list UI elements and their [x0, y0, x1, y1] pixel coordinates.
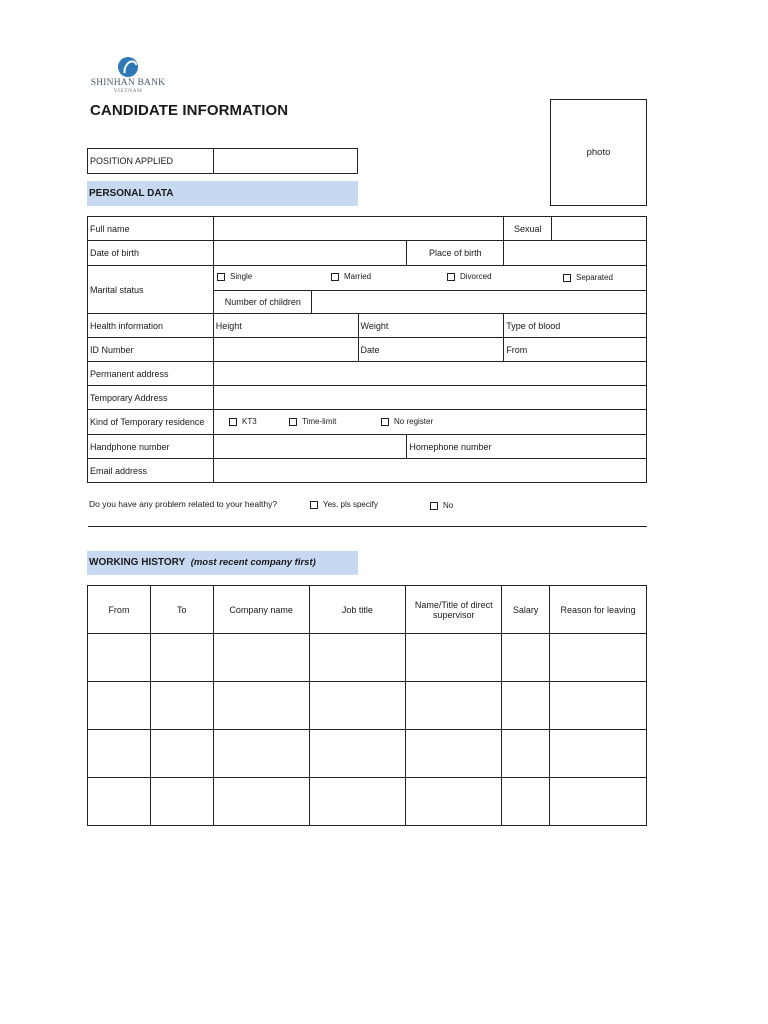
col-from: From	[88, 586, 151, 634]
marital-option-married[interactable]	[331, 272, 371, 281]
id-number-field[interactable]	[213, 338, 358, 362]
cell-company-name[interactable]	[213, 682, 309, 730]
no-register-label: No register	[394, 417, 434, 426]
cell-job-title[interactable]	[309, 778, 406, 826]
col-company-name: Company name	[213, 586, 309, 634]
married-label: Married	[344, 272, 372, 281]
height-label[interactable]: Height	[213, 314, 358, 338]
cell-job-title[interactable]	[309, 682, 406, 730]
cell-company-name[interactable]	[213, 634, 309, 682]
cell-to[interactable]	[150, 778, 213, 826]
cell-company-name[interactable]	[213, 730, 309, 778]
cell-reason-for-leaving[interactable]	[550, 634, 647, 682]
dob-label: Date of birth	[88, 241, 214, 266]
col-job-title: Job title	[309, 586, 406, 634]
cell-supervisor[interactable]	[406, 682, 502, 730]
divorced-checkbox[interactable]	[447, 273, 455, 281]
separated-label: Separated	[576, 273, 613, 282]
temporary-address-label: Temporary Address	[88, 386, 214, 410]
position-applied-field[interactable]	[214, 149, 358, 174]
cell-job-title[interactable]	[309, 730, 406, 778]
working-history-title: WORKING HISTORY	[89, 557, 186, 568]
table-row	[88, 682, 647, 730]
handphone-field[interactable]	[213, 435, 407, 459]
single-label: Single	[230, 272, 253, 281]
col-reason-for-leaving: Reason for leaving	[550, 586, 647, 634]
id-from-label[interactable]: From	[504, 338, 647, 362]
cell-job-title[interactable]	[309, 634, 406, 682]
cell-from[interactable]	[88, 778, 151, 826]
cell-salary[interactable]	[502, 778, 550, 826]
blood-label[interactable]: Type of blood	[504, 314, 647, 338]
table-row	[88, 634, 647, 682]
time-limit-label: Time-limit	[302, 417, 337, 426]
photo-label: photo	[586, 147, 611, 158]
cell-salary[interactable]	[502, 730, 550, 778]
id-number-label: ID Number	[88, 338, 214, 362]
cell-reason-for-leaving[interactable]	[550, 682, 647, 730]
photo-box[interactable]	[550, 99, 647, 206]
sexual-field[interactable]	[552, 217, 647, 241]
dob-field[interactable]	[213, 241, 407, 266]
residence-option-no-register[interactable]	[381, 417, 433, 426]
handphone-label: Handphone number	[88, 435, 214, 459]
health-no-checkbox[interactable]	[430, 502, 438, 510]
position-applied-table	[87, 148, 358, 174]
health-yes-option[interactable]	[310, 500, 378, 509]
cell-company-name[interactable]	[213, 778, 309, 826]
place-of-birth-field[interactable]	[504, 241, 647, 266]
health-yes-checkbox[interactable]	[310, 501, 318, 509]
no-register-checkbox[interactable]	[381, 418, 389, 426]
working-history-table	[87, 585, 647, 826]
email-field[interactable]	[213, 459, 646, 483]
col-to: To	[150, 586, 213, 634]
permanent-address-field[interactable]	[213, 362, 646, 386]
marital-option-separated[interactable]	[563, 273, 613, 282]
kt3-checkbox[interactable]	[229, 418, 237, 426]
cell-salary[interactable]	[502, 634, 550, 682]
residence-option-kt3[interactable]	[229, 417, 257, 426]
cell-supervisor[interactable]	[406, 730, 502, 778]
single-checkbox[interactable]	[217, 273, 225, 281]
col-salary: Salary	[502, 586, 550, 634]
working-history-header-row	[88, 586, 647, 634]
full-name-field[interactable]	[213, 217, 503, 241]
working-history-heading	[87, 551, 358, 575]
page-title: CANDIDATE INFORMATION	[90, 102, 289, 119]
cell-to[interactable]	[150, 730, 213, 778]
email-label: Email address	[88, 459, 214, 483]
health-no-label: No	[443, 501, 454, 510]
divorced-label: Divorced	[460, 272, 492, 281]
cell-supervisor[interactable]	[406, 778, 502, 826]
working-history-note: (most recent company first)	[190, 557, 316, 568]
residence-option-time-limit[interactable]	[289, 417, 336, 426]
logo-subtitle: VIETNAM	[113, 88, 143, 94]
marital-option-single[interactable]	[217, 272, 252, 281]
section-divider	[88, 526, 647, 527]
cell-from[interactable]	[88, 682, 151, 730]
children-field[interactable]	[311, 291, 646, 314]
logo-name: SHINHAN BANK	[90, 78, 166, 88]
temporary-address-field[interactable]	[213, 386, 646, 410]
shinhan-bank-logo	[88, 57, 168, 99]
permanent-address-label: Permanent address	[88, 362, 214, 386]
cell-from[interactable]	[88, 730, 151, 778]
weight-label[interactable]: Weight	[358, 314, 504, 338]
children-label: Number of children	[213, 291, 311, 314]
separated-checkbox[interactable]	[563, 274, 571, 282]
table-row	[88, 730, 647, 778]
cell-salary[interactable]	[502, 682, 550, 730]
marital-status-label: Marital status	[88, 266, 214, 314]
health-question: Do you have any problem related to your healthy?	[89, 499, 278, 509]
cell-reason-for-leaving[interactable]	[550, 778, 647, 826]
married-checkbox[interactable]	[331, 273, 339, 281]
position-applied-label: POSITION APPLIED	[88, 149, 214, 174]
health-yes-label: Yes, pls specify	[323, 500, 378, 509]
cell-from[interactable]	[88, 634, 151, 682]
personal-data-table	[87, 216, 647, 483]
col-supervisor: Name/Title of direct supervisor	[406, 586, 502, 634]
health-label: Health information	[88, 314, 214, 338]
homephone-label[interactable]: Homephone number	[407, 435, 647, 459]
cell-to[interactable]	[150, 634, 213, 682]
full-name-label: Full name	[88, 217, 214, 241]
cell-to[interactable]	[150, 682, 213, 730]
cell-supervisor[interactable]	[406, 634, 502, 682]
time-limit-checkbox[interactable]	[289, 418, 297, 426]
kt3-label: KT3	[242, 417, 257, 426]
table-row	[88, 778, 647, 826]
logo-emblem-icon	[118, 57, 138, 77]
cell-reason-for-leaving[interactable]	[550, 730, 647, 778]
sexual-label: Sexual	[504, 217, 552, 241]
temp-residence-label: Kind of Temporary residence	[88, 410, 214, 435]
id-date-label[interactable]: Date	[358, 338, 504, 362]
place-of-birth-label: Place of birth	[407, 241, 504, 266]
marital-option-divorced[interactable]	[447, 272, 492, 281]
health-no-option[interactable]	[430, 501, 453, 510]
personal-data-heading: PERSONAL DATA	[87, 181, 358, 206]
